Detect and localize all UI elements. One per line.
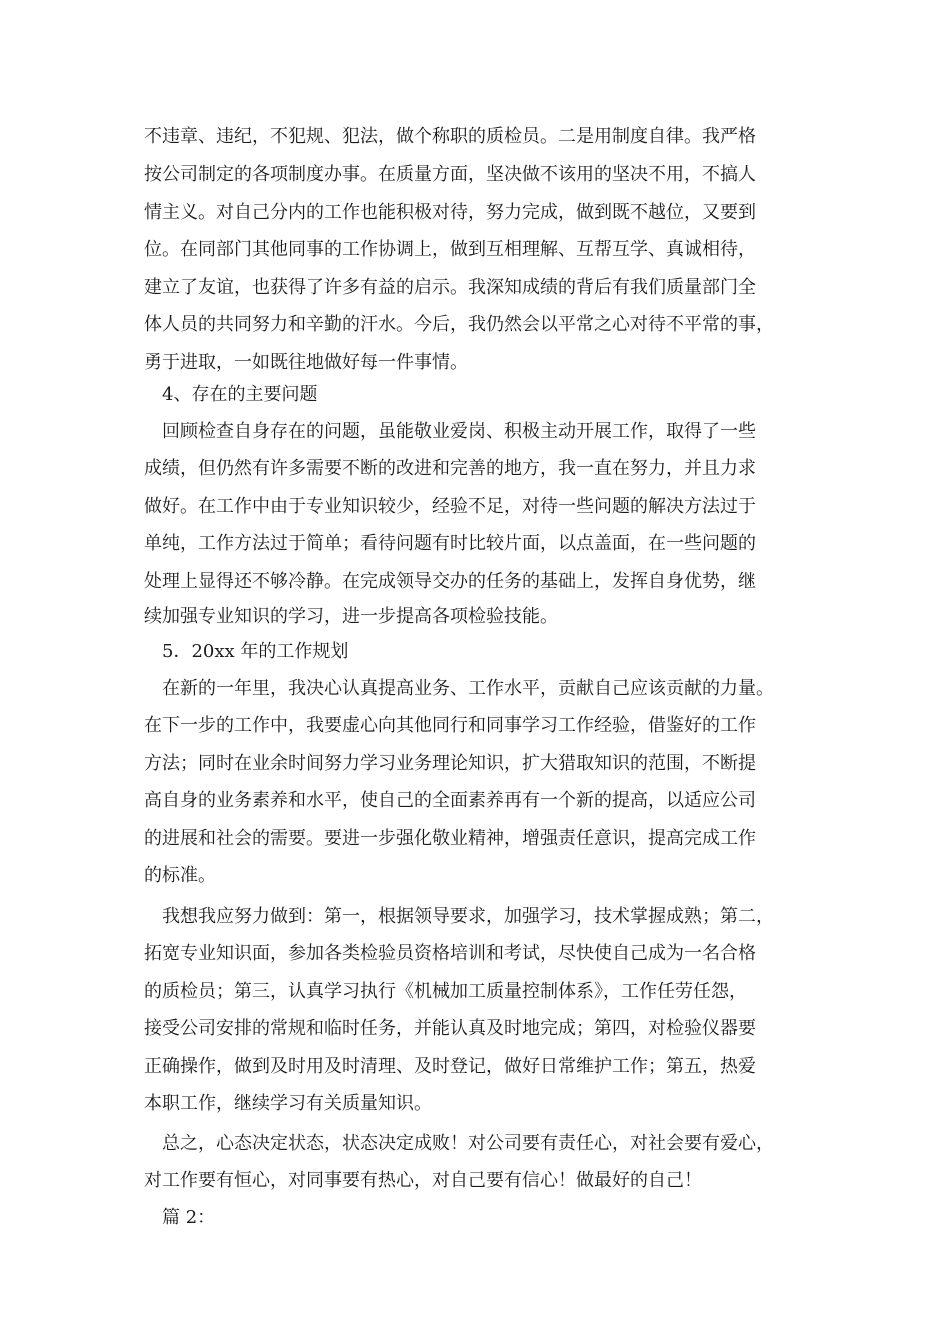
body-text-line: 高自身的业务素养和水平，使自己的全面素养再有一个新的提高，以适应公司	[144, 790, 756, 811]
body-text-line: 处理上显得还不够冷静。在完成领导交办的任务的基础上，发挥自身优势，继	[144, 571, 756, 592]
body-text-line: 我想我应努力做到：第一，根据领导要求，加强学习，技术掌握成熟；第二，	[144, 906, 774, 927]
body-text-line: 接受公司安排的常规和临时任务，并能认真及时地完成；第四，对检验仪器要	[144, 1018, 756, 1039]
body-text-line: 建立了友谊，也获得了许多有益的启示。我深知成绩的背后有我们质量部门全	[144, 277, 756, 298]
body-text-line: 续加强专业知识的学习，进一步提高各项检验技能。	[144, 606, 558, 627]
body-text-line: 成绩，但仍然有许多需要不断的改进和完善的地方，我一直在努力，并且力求	[144, 458, 756, 479]
body-text-line: 在下一步的工作中，我要虚心向其他同行和同事学习工作经验，借鉴好的工作	[144, 715, 756, 736]
body-text-line: 做好。在工作中由于专业知识较少，经验不足，对待一些问题的解决方法过于	[144, 496, 756, 517]
body-text-line: 单纯，工作方法过于简单；看待问题有时比较片面，以点盖面，在一些问题的	[144, 533, 756, 554]
body-text-line: 的标准。	[144, 865, 216, 886]
body-text-line: 本职工作，继续学习有关质量知识。	[144, 1093, 432, 1114]
body-text-line: 勇于进取，一如既往地做好每一件事情。	[144, 352, 468, 373]
section-heading: 5．20xx 年的工作规划	[144, 641, 349, 662]
body-text-line: 方法；同时在业余时间努力学习业务理论知识，扩大猎取知识的范围，不断提	[144, 753, 756, 774]
body-text-line: 在新的一年里，我决心认真提高业务、工作水平，贡献自己应该贡献的力量。	[144, 678, 774, 699]
body-text-line: 的质检员；第三，认真学习执行《机械加工质量控制体系》，工作任劳任怨，	[144, 981, 747, 1002]
body-text-line: 正确操作，做到及时用及时清理、及时登记，做好日常维护工作；第五，热爱	[144, 1056, 756, 1077]
body-text-line: 按公司制定的各项制度办事。在质量方面，坚决做不该用的坚决不用，不搞人	[144, 164, 756, 185]
body-text-line: 对工作要有恒心，对同事要有热心，对自己要有信心！做最好的自己！	[144, 1170, 702, 1191]
body-text-line: 不违章、违纪，不犯规、犯法，做个称职的质检员。二是用制度自律。我严格	[144, 126, 756, 147]
body-text-line: 体人员的共同努力和辛勤的汗水。今后，我仍然会以平常之心对待不平常的事，	[144, 314, 774, 335]
body-text-line: 拓宽专业知识面，参加各类检验员资格培训和考试，尽快使自己成为一名合格	[144, 943, 756, 964]
body-text-line: 位。在同部门其他同事的工作协调上，做到互相理解、互帮互学、真诚相待，	[144, 239, 756, 260]
body-text-line: 情主义。对自己分内的工作也能积极对待，努力完成，做到既不越位，又要到	[144, 202, 756, 223]
section-heading: 篇 2：	[144, 1207, 216, 1228]
body-text-line: 总之，心态决定状态，状态决定成败！对公司要有责任心，对社会要有爱心，	[144, 1133, 774, 1154]
section-heading: 4、存在的主要问题	[144, 384, 318, 405]
body-text-line: 回顾检查自身存在的问题，虽能敬业爱岗、积极主动开展工作，取得了一些	[144, 421, 756, 442]
body-text-line: 的进展和社会的需要。要进一步强化敬业精神，增强责任意识，提高完成工作	[144, 828, 756, 849]
